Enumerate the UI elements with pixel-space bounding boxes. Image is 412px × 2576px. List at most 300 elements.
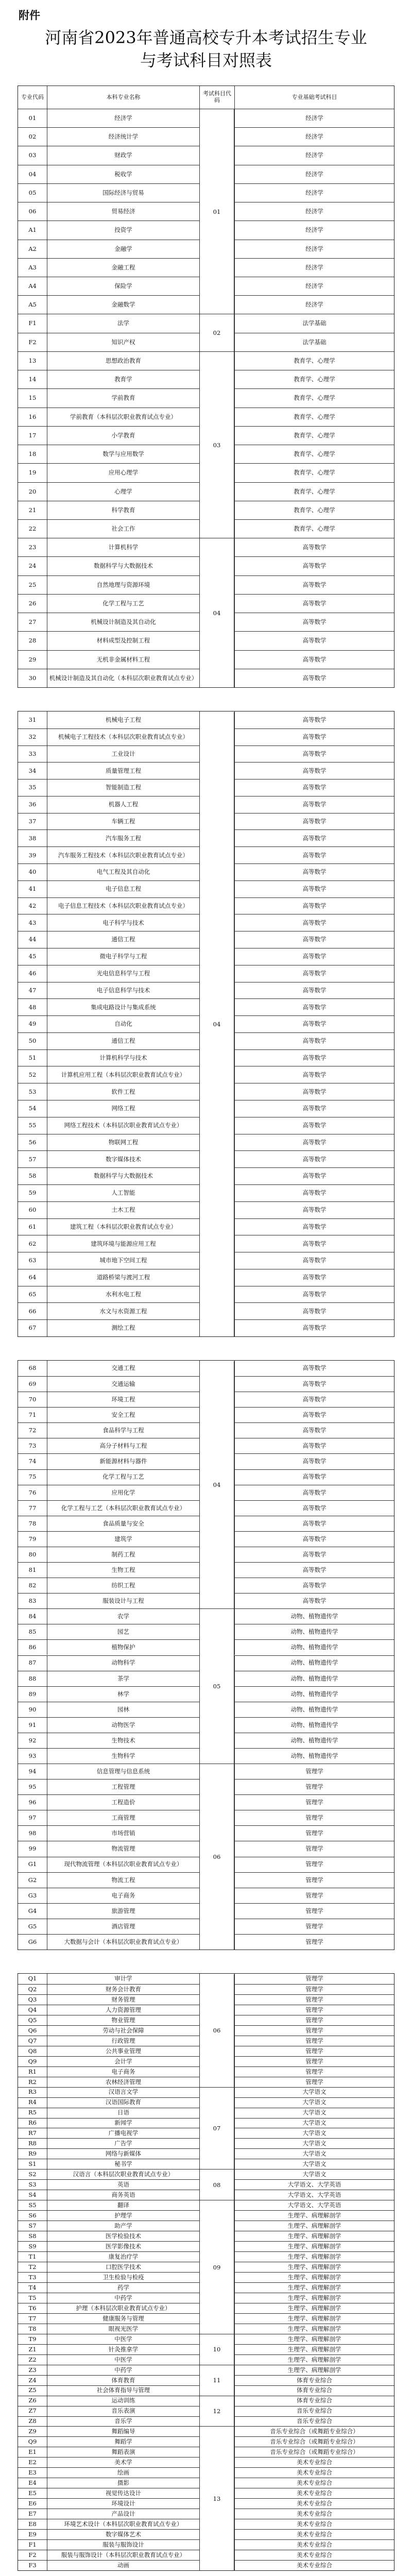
exam-subject: 高等数学 <box>234 557 394 575</box>
major-code: R9 <box>28 2150 37 2158</box>
exam-subject: 美术专业综合 <box>234 2458 394 2467</box>
major-name: 环境设计 <box>47 2499 199 2509</box>
major-name: 汉语国际教育 <box>47 2098 199 2108</box>
major-code: 33 <box>28 750 37 757</box>
exam-subject: 高等数学 <box>234 1219 394 1235</box>
major-code: 98 <box>28 1829 37 1837</box>
exam-subject: 高等数学 <box>234 931 394 948</box>
major-name: 产品设计 <box>47 2509 199 2519</box>
exam-subject: 教育学、心理学 <box>234 427 394 445</box>
exam-subject: 大学语文 <box>234 2139 394 2148</box>
major-name: 动画 <box>47 2561 199 2570</box>
exam-subject: 高等数学 <box>234 651 394 669</box>
exam-subject: 高等数学 <box>234 762 394 779</box>
major-code: 53 <box>28 1088 37 1095</box>
exam-subject: 管理学 <box>234 1810 394 1825</box>
major-name: 服装设计与工程 <box>47 1594 199 1608</box>
exam-subject: 高等数学 <box>234 1594 394 1608</box>
exam-subject: 教育学、心理学 <box>234 408 394 426</box>
major-code: 89 <box>28 1690 37 1698</box>
merged-exam-code: 07 <box>199 2088 234 2170</box>
major-code: 97 <box>28 1814 37 1822</box>
major-code: 74 <box>28 1458 37 1465</box>
exam-subject: 教育学、心理学 <box>234 483 394 501</box>
major-code: E1 <box>28 2448 37 2456</box>
exam-subject: 教育学、心理学 <box>234 501 394 519</box>
major-name: 中医学 <box>47 2334 199 2344</box>
major-code: Q1 <box>28 1975 37 1982</box>
major-code: G3 <box>28 1891 37 1899</box>
exam-subject: 高等数学 <box>234 796 394 813</box>
major-name: 园艺 <box>47 1624 199 1639</box>
exam-subject: 管理学 <box>234 1935 394 1950</box>
major-name: 税收学 <box>47 165 199 183</box>
exam-subject: 动物、植物遗传学 <box>234 1671 394 1686</box>
merged-exam-code: 04 <box>199 712 234 1336</box>
exam-subject: 生理学、病理解剖学 <box>234 2211 394 2221</box>
major-name: 经济统计学 <box>47 128 199 146</box>
major-name: 通信工程 <box>47 1033 199 1049</box>
exam-subject: 生理学、病理解剖学 <box>234 2283 394 2293</box>
major-code: 86 <box>28 1643 37 1651</box>
major-code: 82 <box>28 1582 37 1589</box>
exam-subject: 高等数学 <box>234 632 394 650</box>
exam-subject: 生理学、病理解剖学 <box>234 2252 394 2262</box>
major-code: 42 <box>28 902 37 909</box>
major-code: Z2 <box>28 2355 37 2363</box>
exam-subject: 音乐专业综合 <box>234 2406 394 2416</box>
exam-subject: 高等数学 <box>234 948 394 965</box>
major-name: 护理学 <box>47 2211 199 2221</box>
major-name: 建筑环境与能源应用工程 <box>47 1235 199 1252</box>
merged-exam-code: 12 <box>199 2396 234 2427</box>
major-code: G1 <box>28 1860 37 1868</box>
major-code: 46 <box>28 970 37 977</box>
exam-subject: 高等数学 <box>234 711 394 728</box>
exam-subject: 高等数学 <box>234 898 394 914</box>
exam-subject: 美术专业综合 <box>234 2468 394 2478</box>
major-code: 72 <box>28 1427 37 1434</box>
major-code: A2 <box>28 245 37 252</box>
major-name: 投资学 <box>47 221 199 239</box>
major-code: 03 <box>28 151 37 159</box>
major-name: 化学工程与工艺 <box>47 1470 199 1485</box>
major-name: 机械设计制造及其自动化（本科层次职业教育试点专业） <box>47 669 199 687</box>
major-code: Z5 <box>28 2386 37 2394</box>
exam-subject: 高等数学 <box>234 847 394 863</box>
exam-subject: 生理学、病理解剖学 <box>234 2221 394 2231</box>
exam-subject: 高等数学 <box>234 881 394 897</box>
exam-subject: 音乐专业综合（或舞蹈专业综合） <box>234 2427 394 2436</box>
exam-subject: 美术专业综合 <box>234 2530 394 2539</box>
exam-subject: 生理学、病理解剖学 <box>234 2355 394 2365</box>
major-name: 数据科学与大数据技术 <box>47 557 199 575</box>
major-code: 73 <box>28 1442 37 1450</box>
major-code: 52 <box>28 1071 37 1078</box>
major-code: 69 <box>28 1380 37 1387</box>
major-code: 93 <box>28 1752 37 1759</box>
major-code: R7 <box>28 2129 37 2137</box>
major-name: 财务会计教育 <box>47 1985 199 1994</box>
major-name: 机械电子工程 <box>47 711 199 728</box>
exam-subject: 大学语文 <box>234 2119 394 2128</box>
exam-subject: 动物、植物遗传学 <box>234 1640 394 1655</box>
major-name: 会计学 <box>47 2057 199 2066</box>
exam-subject: 高等数学 <box>234 576 394 594</box>
major-code: T6 <box>28 2304 37 2312</box>
major-name: 健康服务与管理 <box>47 2314 199 2324</box>
exam-subject: 美术专业综合 <box>234 2488 394 2498</box>
major-name: 小学教育 <box>47 427 199 445</box>
major-code: Q7 <box>28 2037 37 2044</box>
exam-subject: 美术专业综合 <box>234 2550 394 2560</box>
table-section <box>18 1360 394 1950</box>
major-code: E3 <box>28 2469 37 2477</box>
major-name: 制药工程 <box>47 1547 199 1562</box>
exam-subject: 高等数学 <box>234 1235 394 1252</box>
major-code: Z4 <box>28 2376 37 2384</box>
exam-subject: 大学语文 <box>234 2108 394 2118</box>
major-code: 59 <box>28 1189 37 1197</box>
major-code: 68 <box>28 1364 37 1372</box>
exam-subject: 管理学 <box>234 2036 394 2046</box>
exam-subject: 生理学、病理解剖学 <box>234 2262 394 2272</box>
major-code: 16 <box>28 413 37 420</box>
exam-subject: 教育学、心理学 <box>234 445 394 463</box>
exam-subject: 管理学 <box>234 2026 394 2036</box>
major-code: 56 <box>28 1138 37 1146</box>
exam-subject: 教育学、心理学 <box>234 352 394 370</box>
major-code: Z1 <box>28 2345 37 2353</box>
exam-subject: 生理学、病理解剖学 <box>234 2242 394 2251</box>
major-name: 保险学 <box>47 277 199 295</box>
major-name: 应用化学 <box>47 1485 199 1500</box>
major-name: 自然地理与资源环境 <box>47 576 199 594</box>
major-name: 应用心理学 <box>47 464 199 482</box>
major-code: Z9 <box>28 2428 37 2435</box>
merged-exam-code: 04 <box>199 1361 234 1608</box>
major-code: 91 <box>28 1721 37 1728</box>
major-name: 针灸推拿学 <box>47 2345 199 2354</box>
major-code: T1 <box>28 2252 37 2260</box>
major-name: 运动训练 <box>47 2396 199 2406</box>
major-name: 英语 <box>47 2180 199 2190</box>
major-name: 动物医学 <box>47 1718 199 1733</box>
major-code: A4 <box>28 282 37 290</box>
major-name: 审计学 <box>47 1974 199 1984</box>
major-code: 39 <box>28 851 37 859</box>
major-name: 音乐表演 <box>47 2406 199 2416</box>
exam-subject: 高等数学 <box>234 1050 394 1066</box>
major-name: 网络工程 <box>47 1100 199 1117</box>
major-code: 55 <box>28 1122 37 1129</box>
major-name: 数字媒体艺术 <box>47 2530 199 2539</box>
major-code: S2 <box>28 2171 37 2178</box>
exam-subject: 管理学 <box>234 1919 394 1934</box>
major-name: 康复治疗学 <box>47 2252 199 2262</box>
major-name: 微电子科学与工程 <box>47 948 199 965</box>
major-code: 80 <box>28 1550 37 1558</box>
major-code: 66 <box>28 1307 37 1315</box>
major-name: 体育教育 <box>47 2376 199 2385</box>
major-name: 水文与水资源工程 <box>47 1303 199 1319</box>
major-code: 27 <box>28 618 37 626</box>
major-name: 财政学 <box>47 146 199 164</box>
major-name: 中药学 <box>47 2365 199 2375</box>
major-name: 护理（本科层次职业教育试点专业） <box>47 2303 199 2313</box>
major-code: 17 <box>28 431 37 439</box>
major-code: F1 <box>28 2540 37 2548</box>
exam-subject: 高等数学 <box>234 1134 394 1151</box>
exam-subject: 高等数学 <box>234 1033 394 1049</box>
exam-subject: 管理学 <box>234 1904 394 1919</box>
exam-subject: 美术专业综合 <box>234 2561 394 2570</box>
exam-subject: 高等数学 <box>234 914 394 931</box>
major-code: T2 <box>28 2263 37 2270</box>
major-name: 人工智能 <box>47 1185 199 1201</box>
major-name: 植物保护 <box>47 1640 199 1655</box>
major-name: 学前教育 <box>47 389 199 407</box>
exam-subject: 高等数学 <box>234 965 394 982</box>
major-name: 贸易经济 <box>47 202 199 221</box>
major-name: 广播电视学 <box>47 2128 199 2138</box>
major-name: 思想政治教育 <box>47 352 199 370</box>
major-code: 62 <box>28 1240 37 1247</box>
exam-subject: 大学语文 <box>234 2149 394 2159</box>
major-name: 心理学 <box>47 483 199 501</box>
major-code: Q5 <box>28 2016 37 2024</box>
exam-subject: 高等数学 <box>234 1470 394 1485</box>
major-code: 45 <box>28 953 37 960</box>
major-name: 测绘工程 <box>47 1320 199 1336</box>
major-name: 物流工程 <box>47 1873 199 1888</box>
major-name: 电子商务 <box>47 2067 199 2077</box>
exam-subject: 高等数学 <box>234 982 394 999</box>
major-code: E9 <box>28 2530 37 2538</box>
exam-subject: 经济学 <box>234 184 394 202</box>
merged-exam-code: 06 <box>199 1974 234 2087</box>
major-name: 商务英语 <box>47 2190 199 2200</box>
major-name: 土木工程 <box>47 1202 199 1218</box>
major-code: E5 <box>28 2489 37 2497</box>
exam-subject: 经济学 <box>234 240 394 258</box>
exam-subject: 生理学、病理解剖学 <box>234 2293 394 2303</box>
major-code: 67 <box>28 1324 37 1332</box>
table-section <box>18 711 394 1337</box>
exam-subject: 经济学 <box>234 277 394 295</box>
major-code: 36 <box>28 801 37 808</box>
header-col4: 专业基础考试科目 <box>234 86 394 109</box>
major-name: 中药学 <box>47 2293 199 2303</box>
exam-subject: 高等数学 <box>234 1016 394 1032</box>
major-code: 02 <box>28 133 37 141</box>
major-code: 87 <box>28 1659 37 1667</box>
exam-subject: 教育学、心理学 <box>234 520 394 538</box>
major-name: 机械电子工程技术（本科层次职业教育试点专业） <box>47 729 199 745</box>
major-code: R4 <box>28 2098 37 2106</box>
major-name: 化学工程与工艺 <box>47 595 199 613</box>
major-code: 47 <box>28 986 37 994</box>
major-code: 04 <box>28 170 37 178</box>
exam-subject: 动物、植物遗传学 <box>234 1624 394 1639</box>
exam-subject: 动物、植物遗传学 <box>234 1687 394 1702</box>
major-name: 美术学 <box>47 2458 199 2467</box>
major-code: F1 <box>28 319 37 327</box>
major-name: 电气工程及其自动化 <box>47 864 199 880</box>
merged-exam-code: 08 <box>199 2170 234 2200</box>
exam-subject: 大学语文 <box>234 2088 394 2097</box>
exam-subject: 管理学 <box>234 2057 394 2066</box>
exam-subject: 高等数学 <box>234 1168 394 1184</box>
major-name: 助产学 <box>47 2221 199 2231</box>
major-code: 77 <box>28 1504 37 1512</box>
major-code: Q4 <box>28 2006 37 2013</box>
major-code: 21 <box>28 506 37 514</box>
major-name: 秘书学 <box>47 2159 199 2169</box>
major-code: 61 <box>28 1223 37 1230</box>
major-code: Q9 <box>28 2438 37 2446</box>
exam-subject: 动物、植物遗传学 <box>234 1749 394 1764</box>
major-name: 社会体育指导与管理 <box>47 2386 199 2396</box>
major-name: 经济学 <box>47 109 199 127</box>
major-code: 85 <box>28 1628 37 1636</box>
major-code: Z6 <box>28 2397 37 2404</box>
major-name: 劳动与社会保障 <box>47 2026 199 2036</box>
exam-subject: 经济学 <box>234 296 394 314</box>
exam-subject: 高等数学 <box>234 1252 394 1269</box>
major-code: F3 <box>28 2561 37 2569</box>
major-name: 自动化 <box>47 1016 199 1032</box>
major-name: 视觉传达设计 <box>47 2488 199 2498</box>
major-code: R6 <box>28 2119 37 2127</box>
exam-subject: 高等数学 <box>234 729 394 745</box>
exam-subject: 高等数学 <box>234 779 394 796</box>
major-name: 药学 <box>47 2283 199 2293</box>
exam-subject: 管理学 <box>234 1995 394 2005</box>
major-name: 工业设计 <box>47 746 199 762</box>
major-code: 06 <box>28 208 37 215</box>
exam-subject: 教育学、心理学 <box>234 389 394 407</box>
major-code: 13 <box>28 357 37 364</box>
major-code: 88 <box>28 1674 37 1682</box>
major-name: 水利水电工程 <box>47 1286 199 1303</box>
exam-subject: 美术专业综合 <box>234 2540 394 2550</box>
major-name: 口腔医学技术 <box>47 2262 199 2272</box>
major-name: 社会工作 <box>47 520 199 538</box>
major-name: 物流管理 <box>47 1841 199 1856</box>
exam-subject: 高等数学 <box>234 1269 394 1286</box>
exam-subject: 动物、植物遗传学 <box>234 1733 394 1748</box>
major-name: 汽车服务工程 <box>47 830 199 846</box>
merged-exam-code: 05 <box>199 1609 234 1764</box>
major-name: 网络与新媒体 <box>47 2149 199 2159</box>
major-code: R5 <box>28 2109 37 2116</box>
major-code: E7 <box>28 2510 37 2518</box>
exam-subject: 生理学、病理解剖学 <box>234 2273 394 2282</box>
major-name: 道路桥梁与渡河工程 <box>47 1269 199 1286</box>
exam-subject: 高等数学 <box>234 1117 394 1134</box>
major-code: 26 <box>28 599 37 607</box>
exam-subject: 大学语文 <box>234 2128 394 2138</box>
major-name: 信息管理与信息系统 <box>47 1764 199 1779</box>
major-code: E4 <box>28 2479 37 2487</box>
major-name: 学前教育（本科层次职业教育试点专业） <box>47 408 199 426</box>
major-name: 安全工程 <box>47 1408 199 1422</box>
exam-subject: 生理学、病理解剖学 <box>234 2345 394 2354</box>
major-name: 高分子材料与工程 <box>47 1438 199 1453</box>
exam-subject: 动物、植物遗传学 <box>234 1718 394 1733</box>
major-code: F2 <box>28 338 37 346</box>
exam-subject: 美术专业综合 <box>234 2519 394 2529</box>
major-name: 国际经济与贸易 <box>47 184 199 202</box>
exam-subject: 高等数学 <box>234 1532 394 1547</box>
merged-exam-code: 13 <box>199 2427 234 2570</box>
exam-subject: 高等数学 <box>234 1423 394 1438</box>
table-section <box>18 86 394 688</box>
major-code: Q3 <box>28 1995 37 2003</box>
merged-exam-code: 11 <box>199 2365 234 2396</box>
major-code: 24 <box>28 562 37 570</box>
major-name: 物业管理 <box>47 2015 199 2025</box>
major-name: 交通运输 <box>47 1377 199 1392</box>
major-code: 84 <box>28 1613 37 1620</box>
exam-subject: 高等数学 <box>234 1392 394 1407</box>
header-col3: 考试科目代码 <box>199 86 234 109</box>
exam-subject: 管理学 <box>234 1841 394 1856</box>
major-name: 日语 <box>47 2108 199 2118</box>
major-code: 37 <box>28 817 37 825</box>
major-name: 中医学 <box>47 2355 199 2365</box>
major-code: G2 <box>28 1876 37 1884</box>
exam-subject: 生理学、病理解剖学 <box>234 2314 394 2324</box>
major-name: 智能制造工程 <box>47 779 199 796</box>
exam-subject: 管理学 <box>234 1857 394 1872</box>
exam-subject: 高等数学 <box>234 1100 394 1117</box>
major-code: 20 <box>28 487 37 495</box>
exam-subject: 法学基础 <box>234 314 394 332</box>
major-code: S7 <box>28 2222 37 2230</box>
major-code: A5 <box>28 301 37 309</box>
exam-subject: 管理学 <box>234 2077 394 2087</box>
major-code: 29 <box>28 655 37 663</box>
exam-subject: 生理学、病理解剖学 <box>234 2324 394 2334</box>
major-name: 生物工程 <box>47 1563 199 1578</box>
exam-subject: 体育专业综合 <box>234 2376 394 2385</box>
exam-subject: 教育学、心理学 <box>234 464 394 482</box>
major-name: 广告学 <box>47 2139 199 2148</box>
attachment-label: 附件 <box>19 9 40 22</box>
exam-subject: 高等数学 <box>234 1066 394 1083</box>
major-name: 光电信息科学与工程 <box>47 965 199 982</box>
major-code: 44 <box>28 936 37 943</box>
major-code: 34 <box>28 767 37 774</box>
exam-subject: 高等数学 <box>234 746 394 762</box>
major-code: Z3 <box>28 2366 37 2374</box>
exam-subject: 美术专业综合 <box>234 2478 394 2488</box>
exam-subject: 生理学、病理解剖学 <box>234 2334 394 2344</box>
major-name: 交通工程 <box>47 1361 199 1376</box>
major-name: 生物技术 <box>47 1733 199 1748</box>
major-name: 材料成型及控制工程 <box>47 632 199 650</box>
exam-subject: 大学语文、大学英语 <box>234 2190 394 2200</box>
major-name: 舞蹈编导 <box>47 2427 199 2436</box>
major-code: 14 <box>28 376 37 383</box>
major-code: E8 <box>28 2520 37 2528</box>
exam-subject: 经济学 <box>234 109 394 127</box>
major-code: 96 <box>28 1799 37 1806</box>
major-code: A3 <box>28 263 37 271</box>
exam-subject: 管理学 <box>234 1985 394 1994</box>
